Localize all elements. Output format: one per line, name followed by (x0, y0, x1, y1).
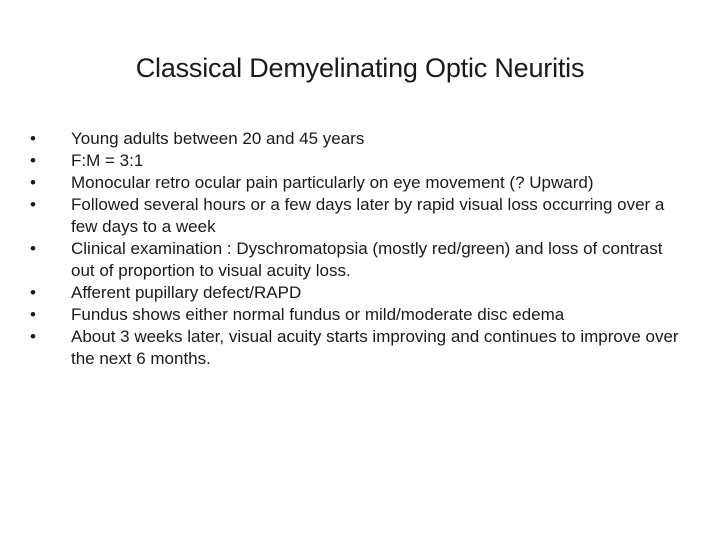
bullet-item (30, 282, 690, 304)
bullet-text: F:M = 3:1 (71, 151, 144, 170)
bullet-icon: • (30, 195, 36, 214)
bullet-item (30, 172, 690, 194)
bullet-icon: • (30, 283, 36, 302)
bullet-icon: • (30, 327, 36, 346)
bullet-text: Afferent pupillary defect/RAPD (71, 283, 302, 302)
bullet-item (30, 238, 690, 282)
bullet-text: Fundus shows either normal fundus or mild/moderate disc edema (71, 305, 565, 324)
bullet-list (30, 128, 690, 370)
bullet-item (30, 128, 690, 150)
bullet-text: About 3 weeks later, visual acuity starts improving and continues to improve over the next 6 months. (71, 327, 679, 368)
bullet-icon: • (30, 239, 36, 258)
slide-title: Classical Demyelinating Optic Neuritis (135, 53, 585, 83)
bullet-icon: • (30, 129, 36, 148)
bullet-item (30, 326, 690, 370)
bullet-text: Monocular retro ocular pain particularly on eye movement (? Upward) (71, 173, 594, 192)
bullet-item (30, 194, 690, 238)
bullet-icon: • (30, 151, 36, 170)
bullet-icon: • (30, 305, 36, 324)
bullet-text: Followed several hours or a few days later by rapid visual loss occurring over a few days to a week (71, 195, 665, 236)
bullet-item (30, 150, 690, 172)
bullet-icon: • (30, 173, 36, 192)
bullet-item (30, 304, 690, 326)
bullet-text: Young adults between 20 and 45 years (71, 129, 365, 148)
bullet-text: Clinical examination : Dyschromatopsia (mostly red/green) and loss of contrast out of proportion to visual acuity loss. (71, 239, 663, 280)
